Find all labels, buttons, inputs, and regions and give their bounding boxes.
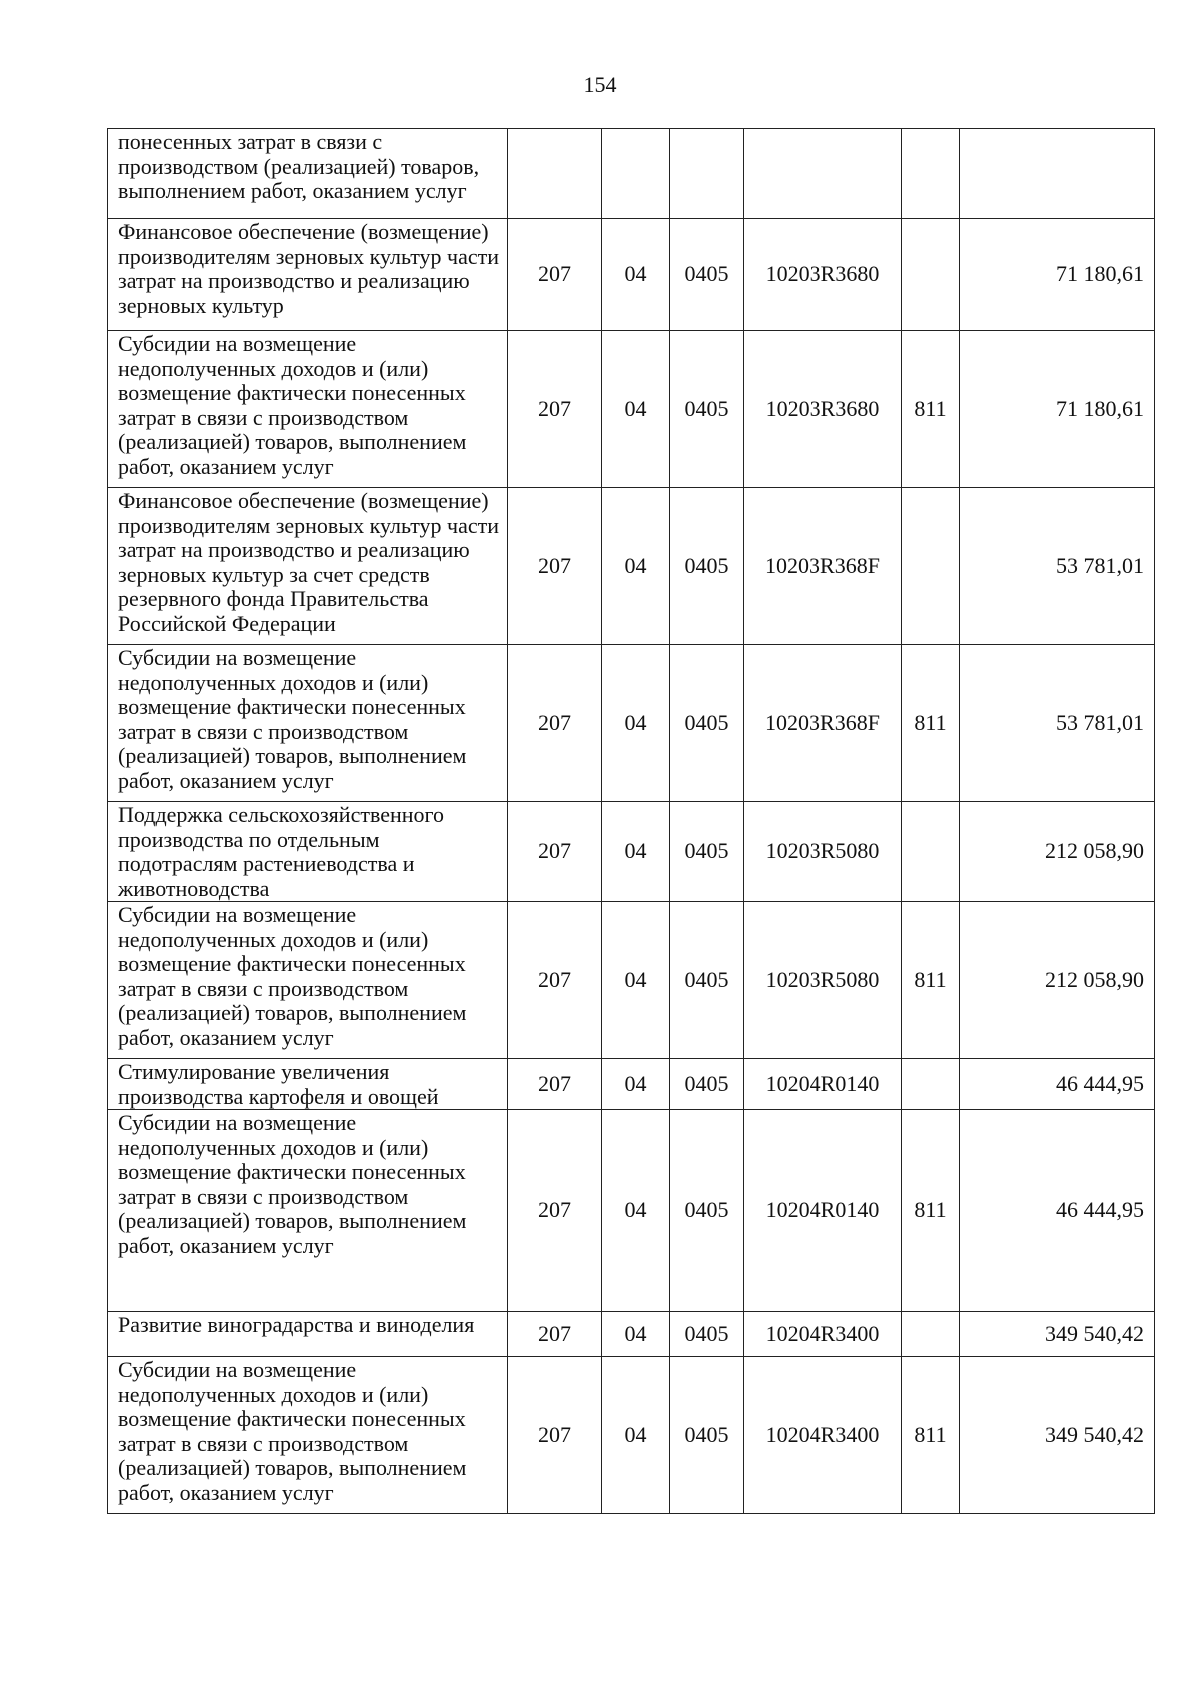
expense-kind-cell: 811 <box>902 645 960 802</box>
subsection-code-cell: 0405 <box>670 331 744 488</box>
table-row <box>108 645 1155 802</box>
target-article-cell: 10203R5080 <box>744 902 902 1059</box>
expense-name-cell: Субсидии на возмещение недополученных доходов и (или) возмещение фактически понесенных затрат в связи с производством (реализацией) товаров, выполнением работ, оказанием услуг <box>108 902 508 1059</box>
target-article-cell: 10203R3680 <box>744 331 902 488</box>
target-article-cell: 10203R368F <box>744 488 902 645</box>
ministry-code-cell: 207 <box>508 488 602 645</box>
subsection-code-cell <box>670 129 744 219</box>
section-code-cell: 04 <box>602 1312 670 1357</box>
target-article-cell <box>744 129 902 219</box>
subsection-code-cell: 0405 <box>670 1312 744 1357</box>
expense-name-cell: Финансовое обеспечение (возмещение) производителям зерновых культур части затрат на производство и реализацию зерновых культур за счет средств резервного фонда Правительства Российской Федерации <box>108 488 508 645</box>
section-code-cell: 04 <box>602 331 670 488</box>
subsection-code-cell: 0405 <box>670 1110 744 1312</box>
section-code-cell: 04 <box>602 1059 670 1110</box>
amount-cell: 349 540,42 <box>960 1357 1155 1514</box>
expense-name-cell: Субсидии на возмещение недополученных доходов и (или) возмещение фактически понесенных затрат в связи с производством (реализацией) товаров, выполнением работ, оказанием услуг <box>108 331 508 488</box>
table-row <box>108 1312 1155 1357</box>
section-code-cell: 04 <box>602 488 670 645</box>
expense-kind-cell <box>902 219 960 331</box>
subsection-code-cell: 0405 <box>670 1357 744 1514</box>
expense-kind-cell <box>902 1312 960 1357</box>
budget-table <box>107 128 1155 1514</box>
amount-cell: 212 058,90 <box>960 902 1155 1059</box>
amount-cell: 212 058,90 <box>960 802 1155 902</box>
subsection-code-cell: 0405 <box>670 488 744 645</box>
ministry-code-cell: 207 <box>508 645 602 802</box>
amount-cell: 46 444,95 <box>960 1059 1155 1110</box>
expense-name-cell: понесенных затрат в связи с производством (реализацией) товаров, выполнением работ, оказанием услуг <box>108 129 508 219</box>
expense-kind-cell: 811 <box>902 331 960 488</box>
table-row <box>108 1357 1155 1514</box>
ministry-code-cell: 207 <box>508 1312 602 1357</box>
amount-cell: 46 444,95 <box>960 1110 1155 1312</box>
table-row <box>108 802 1155 902</box>
table-row <box>108 331 1155 488</box>
target-article-cell: 10204R0140 <box>744 1110 902 1312</box>
budget-table-body <box>108 129 1155 1514</box>
expense-name-cell: Финансовое обеспечение (возмещение) производителям зерновых культур части затрат на производство и реализацию зерновых культур <box>108 219 508 331</box>
subsection-code-cell: 0405 <box>670 802 744 902</box>
section-code-cell: 04 <box>602 645 670 802</box>
ministry-code-cell: 207 <box>508 331 602 488</box>
page-number: 154 <box>583 72 617 97</box>
amount-cell: 71 180,61 <box>960 331 1155 488</box>
expense-name-cell: Субсидии на возмещение недополученных доходов и (или) возмещение фактически понесенных затрат в связи с производством (реализацией) товаров, выполнением работ, оказанием услуг <box>108 645 508 802</box>
target-article-cell: 10203R368F <box>744 645 902 802</box>
expense-name-cell: Субсидии на возмещение недополученных доходов и (или) возмещение фактически понесенных затрат в связи с производством (реализацией) товаров, выполнением работ, оказанием услуг <box>108 1110 508 1312</box>
expense-kind-cell: 811 <box>902 1357 960 1514</box>
section-code-cell: 04 <box>602 219 670 331</box>
expense-kind-cell <box>902 1059 960 1110</box>
target-article-cell: 10204R3400 <box>744 1357 902 1514</box>
expense-kind-cell: 811 <box>902 902 960 1059</box>
subsection-code-cell: 0405 <box>670 902 744 1059</box>
subsection-code-cell: 0405 <box>670 219 744 331</box>
expense-name-cell: Стимулирование увеличения производства картофеля и овощей <box>108 1059 508 1110</box>
target-article-cell: 10204R3400 <box>744 1312 902 1357</box>
section-code-cell: 04 <box>602 802 670 902</box>
target-article-cell: 10204R0140 <box>744 1059 902 1110</box>
subsection-code-cell: 0405 <box>670 645 744 802</box>
ministry-code-cell: 207 <box>508 1110 602 1312</box>
amount-cell <box>960 129 1155 219</box>
table-row <box>108 1110 1155 1312</box>
table-row <box>108 129 1155 219</box>
expense-name-cell: Развитие виноградарства и виноделия <box>108 1312 508 1357</box>
amount-cell: 53 781,01 <box>960 488 1155 645</box>
amount-cell: 71 180,61 <box>960 219 1155 331</box>
target-article-cell: 10203R5080 <box>744 802 902 902</box>
expense-name-cell: Поддержка сельскохозяйственного производства по отдельным подотраслям растениеводства и животноводства <box>108 802 508 902</box>
table-row <box>108 488 1155 645</box>
ministry-code-cell: 207 <box>508 902 602 1059</box>
expense-kind-cell <box>902 802 960 902</box>
subsection-code-cell: 0405 <box>670 1059 744 1110</box>
table-row <box>108 902 1155 1059</box>
expense-kind-cell: 811 <box>902 1110 960 1312</box>
section-code-cell: 04 <box>602 1357 670 1514</box>
expense-kind-cell <box>902 129 960 219</box>
target-article-cell: 10203R3680 <box>744 219 902 331</box>
table-row <box>108 1059 1155 1110</box>
expense-name-cell: Субсидии на возмещение недополученных доходов и (или) возмещение фактически понесенных затрат в связи с производством (реализацией) товаров, выполнением работ, оказанием услуг <box>108 1357 508 1514</box>
ministry-code-cell: 207 <box>508 219 602 331</box>
ministry-code-cell: 207 <box>508 1357 602 1514</box>
section-code-cell <box>602 129 670 219</box>
amount-cell: 53 781,01 <box>960 645 1155 802</box>
expense-kind-cell <box>902 488 960 645</box>
ministry-code-cell: 207 <box>508 802 602 902</box>
table-row <box>108 219 1155 331</box>
ministry-code-cell: 207 <box>508 1059 602 1110</box>
section-code-cell: 04 <box>602 1110 670 1312</box>
amount-cell: 349 540,42 <box>960 1312 1155 1357</box>
ministry-code-cell <box>508 129 602 219</box>
section-code-cell: 04 <box>602 902 670 1059</box>
